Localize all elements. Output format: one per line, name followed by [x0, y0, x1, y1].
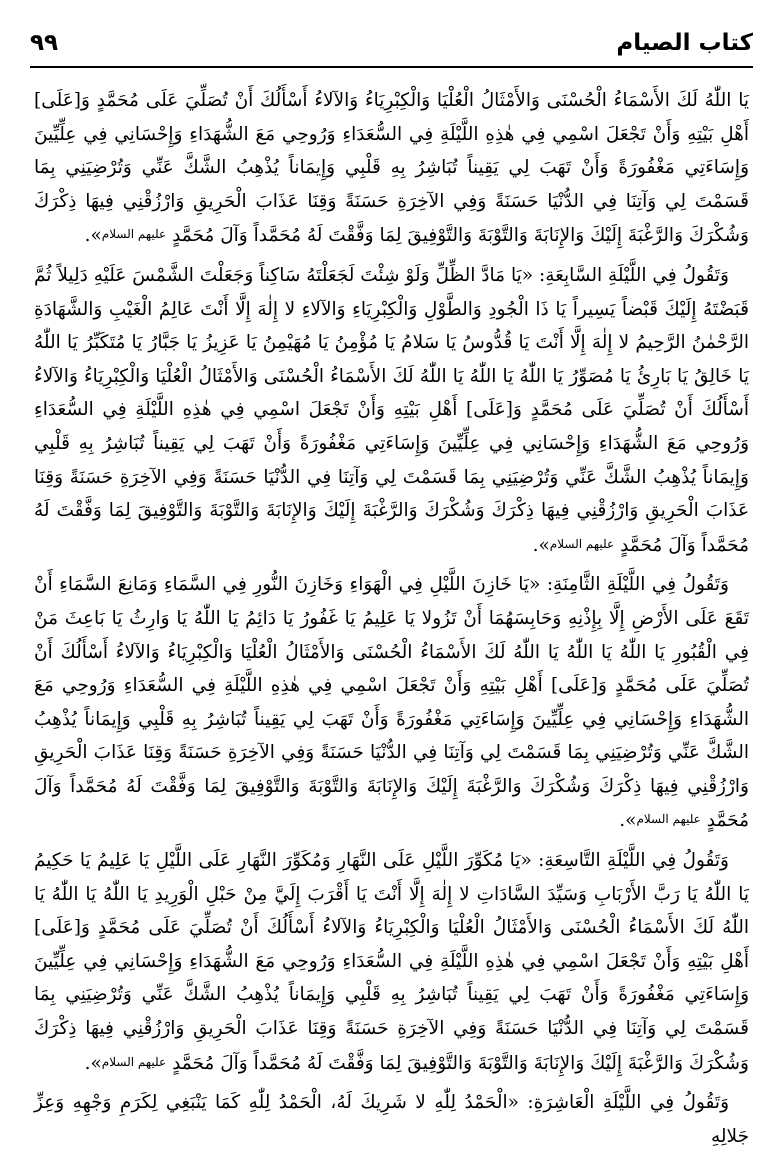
paragraph-text: وَتَقُولُ فِي اللَّيْلَةِ الثَّامِنَةِ: «يَا خَازِنَ اللَّيْلِ فِي الْهَوَاءِ وَخَازِنَ النُّورِ فِي السَّمَاءِ وَمَانِعَ السَّمَاءِ أَنْ تَقَعَ عَلَى الأَرْضِ إِلَّا بِإِذْنِهِ وَحَابِسَهُمَا أَنْ تَزُولا يَا عَلِيمُ يَا غَفُورُ يَا دَائِمُ يَا اللّٰهُ يَا وَارِثُ يَا بَاعِثَ مَنْ فِي الْقُبُورِ يَا اللّٰهُ يَا اللّٰهُ يَا اللّٰهُ لَكَ الأَسْمَاءُ الْحُسْنَى وَالأَمْثَالُ الْعُلْيَا وَالْكِبْرِيَاءُ وَالآلاءُ أَسْأَلُكَ أَنْ تُصَلِّيَ عَلَى مُحَمَّدٍ وَ[عَلَى] أَهْلِ بَيْتِهِ وَأَنْ تَجْعَلَ اسْمِي فِي هٰذِهِ اللَّيْلَةِ فِي السُّعَدَاءِ وَرُوحِي مَعَ الشُّهَدَاءِ وَإِحْسَانِي فِي عِلِّيِّينَ وَإِسَاءَتِي مَغْفُورَةً وَأَنْ تَهَبَ لِي يَقِيناً تُبَاشِرُ بِهِ قَلْبِي وَإِيمَاناً يُذْهِبُ الشَّكَّ عَنِّي وَتُرْضِيَنِي بِمَا قَسَمْتَ لِي وَآتِنَا فِي الدُّنْيَا حَسَنَةً وَفِي الآخِرَةِ حَسَنَةً وَقِنَا عَذَابَ الْحَرِيقِ وَارْزُقْنِي فِيهَا ذِكْرَكَ وَشُكْرَكَ وَالرَّغْبَةَ إِلَيْكَ وَالإِنَابَةَ وَالتَّوْبَةَ وَالتَّوْفِيقَ لِمَا وَفَّقْتَ لَهُ مُحَمَّداً وَآلَ مُحَمَّدٍ: [34, 574, 749, 832]
paragraph-ending: ».: [532, 534, 550, 556]
paragraph-text: وَتَقُولُ فِي اللَّيْلَةِ التَّاسِعَةِ: «يَا مُكَوِّرَ اللَّيْلِ عَلَى النَّهَارِ وَمُكَوِّرَ النَّهَارِ عَلَى اللَّيْلِ يَا عَلِيمُ يَا حَكِيمُ يَا اللّٰهُ يَا رَبَّ الأَرْبَابِ وَسَيِّدَ السَّادَاتِ لا إِلٰهَ إِلَّا أَنْتَ يَا أَقْرَبَ إِلَيَّ مِنْ حَبْلِ الْوَرِيدِ يَا اللّٰهُ يَا اللّٰهُ يَا اللّٰهُ لَكَ الأَسْمَاءُ الْحُسْنَى وَالأَمْثَالُ الْعُلْيَا وَالْكِبْرِيَاءُ وَالآلاءُ أَسْأَلُكَ أَنْ تُصَلِّيَ عَلَى مُحَمَّدٍ وَ[عَلَى] أَهْلِ بَيْتِهِ وَأَنْ تَجْعَلَ اسْمِي فِي هٰذِهِ اللَّيْلَةِ فِي السُّعَدَاءِ وَرُوحِي مَعَ الشُّهَدَاءِ وَإِحْسَانِي فِي عِلِّيِّينَ وَإِسَاءَتِي مَغْفُورَةً وَأَنْ تَهَبَ لِي يَقِيناً تُبَاشِرُ بِهِ قَلْبِي وَإِيمَاناً يُذْهِبُ الشَّكَّ عَنِّي وَتُرْضِيَنِي بِمَا قَسَمْتَ لِي وَآتِنَا فِي الدُّنْيَا حَسَنَةً وَفِي الآخِرَةِ حَسَنَةً وَقِنَا عَذَابَ الْحَرِيقِ وَارْزُقْنِي فِيهَا ذِكْرَكَ وَشُكْرَكَ وَالرَّغْبَةَ إِلَيْكَ وَالإِنَابَةَ وَالتَّوْبَةَ وَالتَّوْفِيقَ لِمَا وَفَّقْتَ لَهُ مُحَمَّداً وَآلَ مُحَمَّدٍ: [34, 850, 749, 1074]
running-title: كتاب الصيام: [616, 30, 753, 56]
paragraph-text: وَتَقُولُ فِي اللَّيْلَةِ الْعَاشِرَةِ: «الْحَمْدُ لِلّٰهِ لا شَرِيكَ لَهُ، الْحَمْدُ لِلّٰهِ كَمَا يَنْبَغِي لِكَرَمِ وَجْهِهِ وَعِزِّ جَلالِهِ: [34, 1092, 749, 1147]
paragraph-night-eight: [34, 568, 749, 838]
paragraph-ending: ».: [84, 225, 102, 247]
header-rule: [30, 66, 753, 68]
paragraph-text: يَا اللّٰهُ لَكَ الأَسْمَاءُ الْحُسْنَى وَالأَمْثَالُ الْعُلْيَا وَالْكِبْرِيَاءُ وَالآلاءُ أَسْأَلُكَ أَنْ تُصَلِّيَ عَلَى مُحَمَّدٍ وَ[عَلَى] أَهْلِ بَيْتِهِ وَأَنْ تَجْعَلَ اسْمِي فِي هٰذِهِ اللَّيْلَةِ فِي السُّعَدَاءِ وَرُوحِي مَعَ الشُّهَدَاءِ وَإِحْسَانِي فِي عِلِّيِّينَ وَإِسَاءَتِي مَغْفُورَةً وَأَنْ تَهَبَ لِي يَقِيناً تُبَاشِرُ بِهِ قَلْبِي وَإِيمَاناً يُذْهِبُ الشَّكَّ عَنِّي وَتُرْضِيَنِي بِمَا قَسَمْتَ لِي وَآتِنَا فِي الدُّنْيَا حَسَنَةً وَفِي الآخِرَةِ حَسَنَةً وَقِنَا عَذَابَ الْحَرِيقِ وَارْزُقْنِي فِيهَا ذِكْرَكَ وَشُكْرَكَ وَالرَّغْبَةَ إِلَيْكَ وَالإِنَابَةَ وَالتَّوْبَةَ وَالتَّوْفِيقَ لِمَا وَفَّقْتَ لَهُ مُحَمَّداً وَآلَ مُحَمَّدٍ: [34, 90, 749, 247]
salutation-mark: عليهم السلام: [101, 1054, 167, 1069]
paragraph-night-nine: [34, 844, 749, 1080]
paragraph-text: وَتَقُولُ فِي اللَّيْلَةِ السَّابِعَةِ: «يَا مَادَّ الظِّلِّ وَلَوْ شِئْتَ لَجَعَلْتَهُ سَاكِناً وَجَعَلْتَ الشَّمْسَ عَلَيْهِ دَلِيلاً ثُمَّ قَبَضْتَهُ إِلَيْكَ قَبْضاً يَسِيراً يَا ذَا الْجُودِ وَالطَّوْلِ وَالْكِبْرِيَاءِ وَالآلاءِ لا إِلٰهَ إِلَّا أَنْتَ عَالِمُ الْغَيْبِ وَالشَّهَادَةِ الرَّحْمٰنُ الرَّحِيمُ لا إِلٰهَ إِلَّا أَنْتَ يَا قُدُّوسُ يَا سَلامُ يَا مُؤْمِنُ يَا مُهَيْمِنُ يَا عَزِيزُ يَا جَبَّارُ يَا مُتَكَبِّرُ يَا اللّٰهُ يَا خَالِقُ يَا بَارِئُ يَا مُصَوِّرُ يَا اللّٰهُ يَا اللّٰهُ يَا اللّٰهُ لَكَ الأَسْمَاءُ الْحُسْنَى وَالأَمْثَالُ الْعُلْيَا وَالْكِبْرِيَاءُ وَالآلاءُ أَسْأَلُكَ أَنْ تُصَلِّيَ عَلَى مُحَمَّدٍ وَ[عَلَى] أَهْلِ بَيْتِهِ وَأَنْ تَجْعَلَ اسْمِي فِي هٰذِهِ اللَّيْلَةِ فِي السُّعَدَاءِ وَرُوحِي مَعَ الشُّهَدَاءِ وَإِحْسَانِي فِي عِلِّيِّينَ وَإِسَاءَتِي مَغْفُورَةً وَأَنْ تَهَبَ لِي يَقِيناً تُبَاشِرُ بِهِ قَلْبِي وَإِيمَاناً يُذْهِبُ الشَّكَّ عَنِّي وَتُرْضِيَنِي بِمَا قَسَمْتَ لِي وَآتِنَا فِي الدُّنْيَا حَسَنَةً وَفِي الآخِرَةِ حَسَنَةً وَقِنَا عَذَابَ الْحَرِيقِ وَارْزُقْنِي فِيهَا ذِكْرَكَ وَشُكْرَكَ وَالرَّغْبَةَ إِلَيْكَ وَالإِنَابَةَ وَالتَّوْبَةَ وَالتَّوْفِيقَ لِمَا وَفَّقْتَ لَهُ مُحَمَّداً وَآلَ مُحَمَّدٍ: [34, 264, 749, 556]
paragraph-night-six-ending: [34, 84, 749, 253]
paragraph-ending: ».: [84, 1052, 102, 1074]
page-number: ٩٩: [30, 30, 59, 56]
salutation-mark: عليهم السلام: [636, 812, 701, 827]
text-body: [34, 84, 749, 1147]
salutation-mark: عليهم السلام: [101, 227, 167, 242]
paragraph-ending: ».: [619, 810, 637, 832]
paragraph-night-ten: [34, 1086, 749, 1153]
salutation-mark: عليهم السلام: [549, 536, 615, 551]
page-header: [30, 28, 753, 62]
paragraph-night-seven: [34, 259, 749, 562]
